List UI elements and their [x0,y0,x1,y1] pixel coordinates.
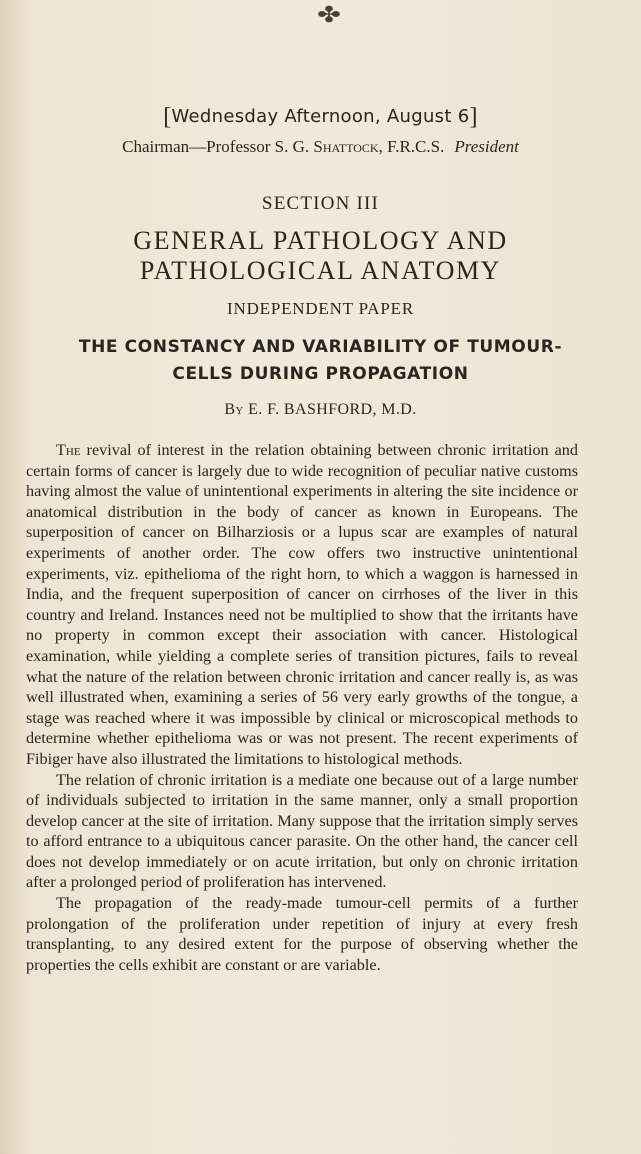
paragraph-1-lead: The [56,441,81,459]
section-number: SECTION III [261,193,380,214]
chairman-prefix: Chairman—Professor S. G. [122,137,314,156]
author-name: E. F. BASHFORD, M.D. [243,401,417,418]
section-name-line1: GENERAL PATHOLOGY AND [133,226,508,255]
paragraph-1-text: revival of interest in the relation obtaining between chronic irritation and certain forms of cancer is largely due to wide recognition of peculiar native customs having almost the value of unintentional experiments in altering the site incidence or anatomical distribution in the body of cancer as known in Europeans. The superposition of cancer on Bilharziosis or a lupus scar are examples of natural experiments of another order. The cow offers two instructive unintentional experiments, viz. epithelioma of the right horn, to which a waggon is harnessed in India, and the frequent superposition of cancer on cirrhoses of the liver in this country and Ireland. Instances need not be multiplied to show that the irritants have no property in common except their association with cancer. Histological examination, while yielding a complete series of transition pictures, fails to reveal what the nature of the relation between chronic irritation and cancer really is, as was well illustrated when, examining a series of 56 very early growths of the tongue, a stage was reached where it was impossible by clinical or microscopical methods to determine whether epithelioma was or was not present. The recent experiments of Fibiger have also illustrated the limitations to histological methods. [26,441,578,768]
chairman-suffix: , F.R.C.S. [378,137,445,156]
session-date [0,104,641,131]
date-bracket-open: [ [163,104,172,130]
paragraph-3: The propagation of the ready-made tumour-cell permits of a further prolongation of the proliferation under repetition of injury at every fresh transplanting, to any desired extent for the purpose of observing whether the properties the cells exhibit are constant or are variable. [26,894,578,974]
paper-title [0,334,641,388]
section-name-line2: PATHOLOGICAL ANATOMY [139,256,502,285]
chairman-line [0,137,641,157]
body-text [26,440,578,975]
paper-title-line2: CELLS DURING PROPAGATION [172,364,469,384]
paper-type: INDEPENDENT PAPER [227,299,414,318]
chairman-name: Shattock [313,137,379,156]
author-by: By [224,401,244,418]
date-text: Wednesday Afternoon, August 6 [171,106,470,127]
paper-title-line1: THE CONSTANCY AND VARIABILITY OF TUMOUR- [78,337,563,357]
chairman-role: President [454,137,519,156]
printer-ornament: ✤ [317,2,341,27]
paragraph-1 [26,440,578,770]
author-line [0,401,641,419]
paragraph-2: The relation of chronic irritation is a mediate one because out of a large number of individuals subjected to irritation in the same manner, only a small proportion develop cancer at the site of irritation. Many suppose that the irritation simply serves to afford entrance to a ubiquitous cancer parasite. On the other hand, the cancer cell does not develop immediately or on acute irritation, but only on chronic irritation after a prolonged period of proliferation has intervened. [26,770,578,892]
date-bracket-close: ] [469,104,478,130]
